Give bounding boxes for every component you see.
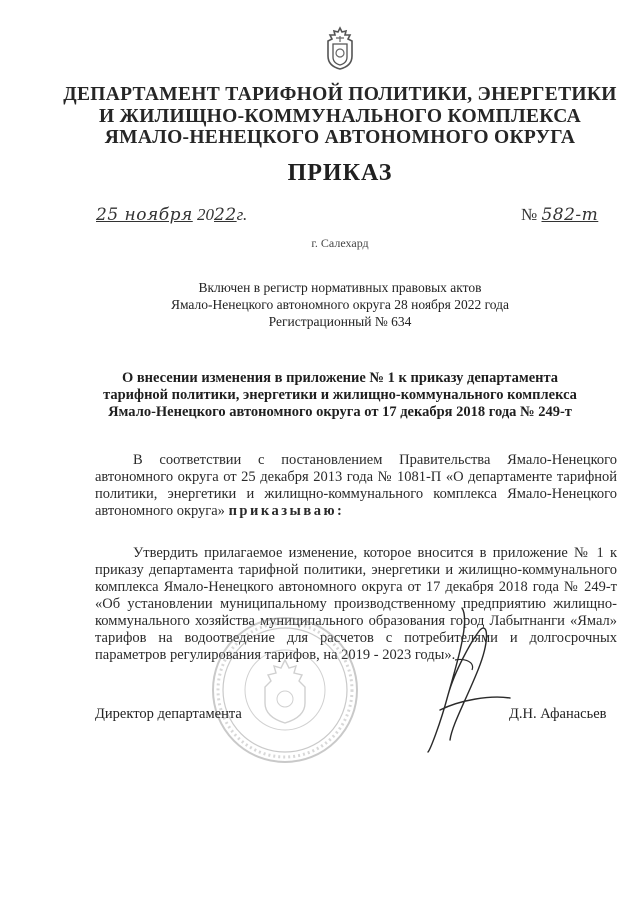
signer-position: Директор департамента xyxy=(95,706,242,722)
date-year-prefix: 20 xyxy=(197,205,214,224)
coat-of-arms-icon xyxy=(322,26,358,70)
header-line-3: ЯМАЛО-НЕНЕЦКОГО АВТОНОМНОГО ОКРУГА xyxy=(104,127,576,148)
handwritten-signature-icon xyxy=(400,600,520,760)
number-prefix: № xyxy=(521,205,538,224)
number-value: 582-т xyxy=(541,205,599,225)
registry-line-1: Включен в регистр нормативных правовых актов xyxy=(198,280,482,295)
date-year-suffix: 22 xyxy=(214,205,237,225)
header-line-1: ДЕПАРТАМЕНТ ТАРИФНОЙ ПОЛИТИКИ, ЭНЕРГЕТИКИ xyxy=(63,84,617,105)
title-line-3: Ямало-Ненецкого автономного округа от 17 декабря 2018 года № 249-т xyxy=(108,404,572,420)
header-line-2: И ЖИЛИЩНО-КОММУНАЛЬНОГО КОМПЛЕКСА xyxy=(98,106,582,127)
document-number xyxy=(521,205,598,225)
registry-line-2: Ямало-Ненецкого автономного округа 28 ноября 2022 года xyxy=(170,297,510,312)
paragraph-decision: Утвердить прилагаемое изменение, которое вносится в приложение № 1 к приказу департамента тарифной политики, энергетики и жилищно-коммунального комплекса Ямало-Ненецкого автономного округа от 17 декабря 2018 года № 249-т «Об установлении муниципальному производственному предприятию жилищно-коммунального хозяйства муниципального образования город Лабытнанги «Ямал» тарифов на водоотведение для расчетов с потребителями и долгосрочных параметров регулирования тарифов, на 2019 - 2023 годы». xyxy=(95,545,617,663)
official-seal-icon xyxy=(210,615,360,765)
order-word: приказываю: xyxy=(228,503,345,519)
title-line-1: О внесении изменения в приложение № 1 к приказу департамента xyxy=(121,370,559,386)
city: г. Салехард xyxy=(311,236,369,250)
title-line-2: тарифной политики, энергетики и жилищно-коммунального комплекса xyxy=(103,387,577,403)
document-date xyxy=(96,205,247,225)
date-tail: г. xyxy=(236,205,248,224)
document-type: ПРИКАЗ xyxy=(287,160,393,186)
registry-line-3: Регистрационный № 634 xyxy=(268,314,412,329)
paragraph-basis-text: В соответствии с постановлением Правительства Ямало-Ненецкого автономного округа от 25 декабря 2013 года № 1081-П «О департаменте тарифной политики, энергетики и жилищно-коммунального комплекса Ямало-Ненецкого автономного округа» xyxy=(95,452,617,519)
date-day-month: 25 ноября xyxy=(96,205,193,225)
signer-name: Д.Н. Афанасьев xyxy=(509,706,607,722)
paragraph-basis xyxy=(95,452,617,520)
